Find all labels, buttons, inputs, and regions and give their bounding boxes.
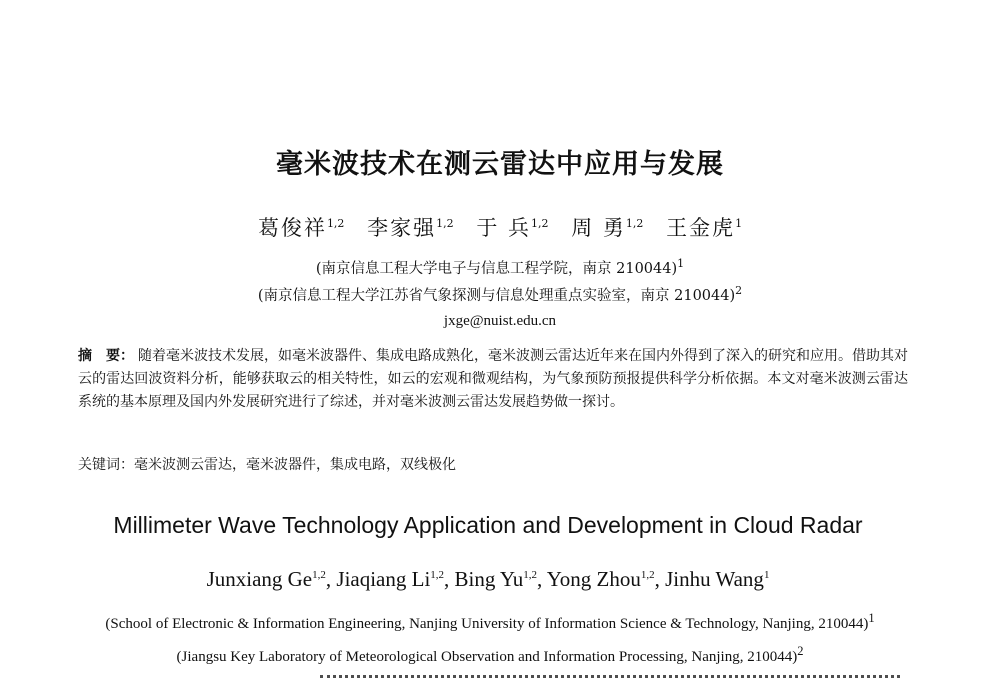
english-affiliation-1: (School of Electronic & Information Engineering, Nanjing University of Information Science & Technology, Nanjing, 210044): [105, 616, 869, 632]
author-name: 于 兵: [476, 216, 531, 240]
affiliation-marker: 1: [677, 257, 685, 271]
abstract-text: 随着毫米波技术发展，如毫米波器件、集成电路成熟化，毫米波测云雷达近年来在国内外得到了深入的研究和应用。借助其对云的雷达回波资料分析，能够获取云的相关特性，如云的宏观和微观结构，为气象预防预报提供科学分析依据。本文对毫米波测云雷达系统的基本原理及国内外发展研究进行了综述，并对毫米波测云雷达发展趋势做一探讨。: [78, 348, 908, 410]
chinese-author: [666, 216, 742, 240]
affiliation-text: (南京信息工程大学江苏省气象探测与信息处理重点实验室，南京 210044): [257, 288, 736, 304]
author-affil-marker: 1,2: [326, 217, 345, 230]
chinese-affiliation-2: [0, 284, 1000, 305]
chinese-author: [258, 216, 345, 240]
author-affil-marker: 1,2: [312, 569, 326, 581]
author-affil-marker: 1,2: [523, 569, 537, 581]
author-email: jxge@nuist.edu.cn: [443, 313, 557, 329]
author-affil-marker: 1,2: [436, 217, 454, 230]
affiliation-text: (南京信息工程大学电子与信息工程学院，南京 210044): [315, 261, 678, 277]
author-name: Bing Yu: [454, 567, 524, 591]
chinese-abstract: [78, 345, 908, 414]
chinese-author-list: [0, 212, 1000, 242]
abstract-label: 摘 要：: [78, 348, 134, 364]
cropped-next-line: [320, 672, 900, 679]
english-author-list: Junxiang Ge$^{1,2}$, Jiaqiang Li$^{1,2}$, Bing Yu$^{1,2}$, Yong Zhou$^{1,2}$, Jinhu Wang$^1$: [206, 567, 770, 591]
author-affil-marker: 1,2: [640, 569, 655, 581]
chinese-author: [476, 216, 548, 240]
english-affiliations: [80, 605, 900, 671]
author-name: Jinhu Wang: [665, 567, 764, 591]
author-affil-marker: 1: [735, 217, 743, 230]
author-affil-marker: 1,2: [625, 217, 644, 230]
author-affil-marker: 1,2: [531, 217, 549, 230]
author-name: Yong Zhou: [546, 567, 641, 591]
keywords-label: 关键词：: [78, 457, 134, 473]
english-title: Millimeter Wave Technology Application and Development in Cloud Radar: [113, 512, 863, 538]
affiliation-marker: 2: [735, 284, 743, 298]
chinese-affiliation-1: [0, 257, 1000, 278]
english-author: [207, 567, 326, 591]
author-name: 葛俊祥: [257, 216, 327, 240]
english-author: [455, 567, 537, 591]
affiliation-marker: 2: [797, 644, 804, 658]
chinese-author: [367, 216, 454, 240]
chinese-author: [571, 216, 643, 240]
chinese-title: 毫米波技术在测云雷达中应用与发展: [276, 149, 724, 180]
author-affil-marker: 1: [763, 569, 770, 581]
english-author: [547, 567, 655, 591]
keywords-text: 毫米波测云雷达，毫米波器件，集成电路，双线极化: [134, 457, 456, 473]
english-author: [336, 567, 444, 591]
english-affiliation-2: (Jiangsu Key Laboratory of Meteorological Observation and Information Processing, Nanjing, 210044): [176, 649, 798, 665]
english-author: [665, 567, 769, 591]
author-name: Junxiang Ge: [206, 567, 313, 591]
author-affil-marker: 1,2: [430, 569, 445, 581]
affiliation-marker: 1: [868, 611, 875, 625]
author-name: 周 勇: [571, 216, 626, 240]
author-name: 李家强: [367, 216, 437, 240]
author-name: 王金虎: [666, 216, 736, 240]
author-name: Jiaqiang Li: [336, 567, 431, 591]
chinese-keywords: [78, 455, 908, 475]
